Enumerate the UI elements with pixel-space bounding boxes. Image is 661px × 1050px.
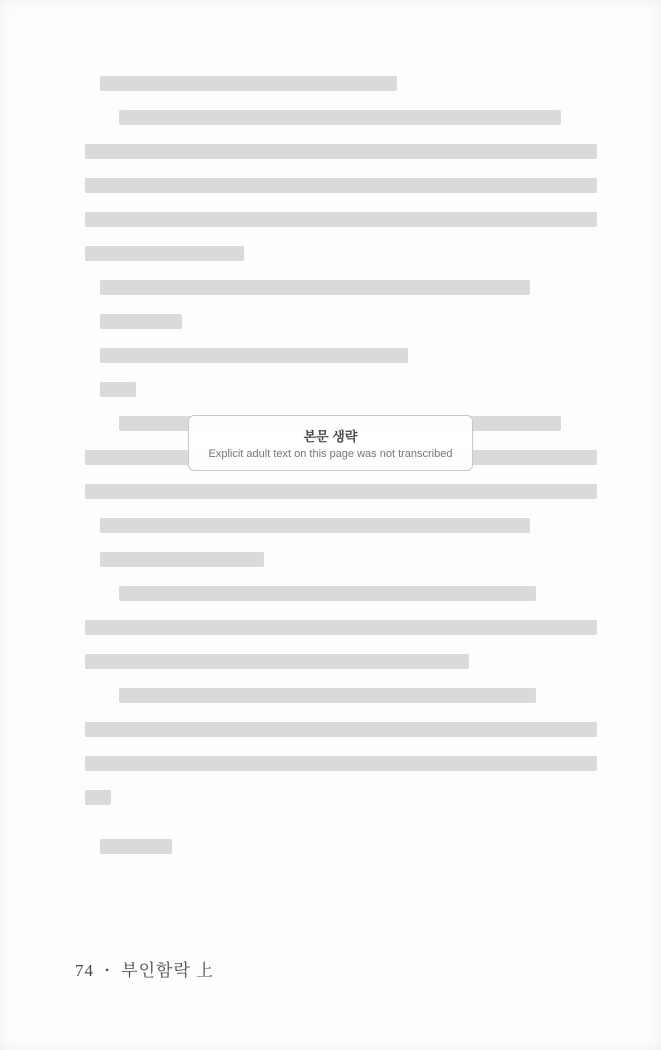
redacted-text-line <box>85 212 597 227</box>
redacted-text-line <box>100 382 136 397</box>
redacted-text-line <box>119 688 536 703</box>
redacted-text-line <box>100 280 530 295</box>
redacted-text-line <box>100 518 530 533</box>
book-title: 부인함락 上 <box>121 961 215 980</box>
redacted-text-line <box>85 246 244 261</box>
footer-bullet-separator: • <box>105 963 111 977</box>
redacted-text-line <box>85 144 597 159</box>
redacted-text-line <box>119 110 561 125</box>
page-footer <box>75 956 214 981</box>
redaction-notice <box>188 415 474 471</box>
redacted-text-line <box>100 76 397 91</box>
redacted-text-line <box>85 484 597 499</box>
redacted-text-line <box>85 722 597 737</box>
redaction-notice-title: 본문 생략 <box>303 429 358 444</box>
page-number: 74 <box>75 961 94 980</box>
redacted-text-line <box>85 790 111 805</box>
redacted-text-line <box>100 552 264 567</box>
redacted-text-line <box>100 839 172 854</box>
redaction-notice-text: Explicit adult text on this page was not transcribed <box>208 448 453 460</box>
redacted-text-line <box>85 620 597 635</box>
redacted-text-line <box>85 178 597 193</box>
redacted-text-line <box>85 654 469 669</box>
redacted-lines <box>85 76 597 873</box>
redacted-text-line <box>85 756 597 771</box>
redacted-text-line <box>100 314 182 329</box>
redacted-text-line <box>119 586 536 601</box>
redacted-text-line <box>100 348 408 363</box>
